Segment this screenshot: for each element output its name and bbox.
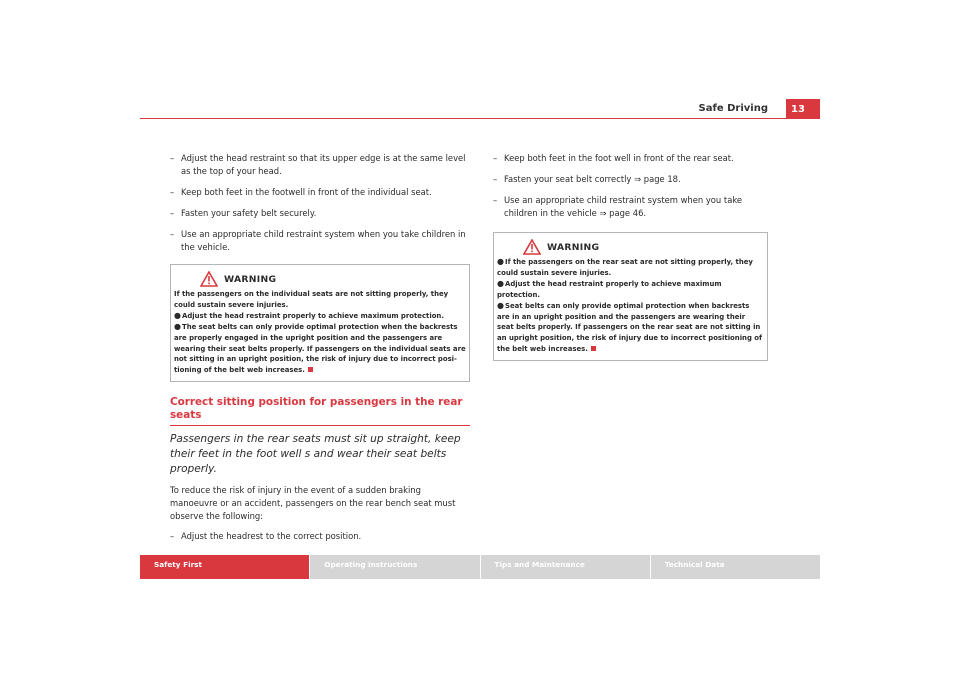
bullet-dot-icon: ● xyxy=(497,257,504,266)
warning-box xyxy=(170,264,470,382)
warning-triangle-icon xyxy=(200,271,218,287)
warning-header xyxy=(174,269,466,289)
warning-title: WARNING xyxy=(547,241,600,253)
list-item: – Adjust the headrest to the correct position. xyxy=(170,530,470,543)
section-intro: Passengers in the rear seats must sit up straight, keep their feet in the foot well s and wear their seat belts properly. xyxy=(170,433,461,476)
warning-item-text: Seat belts can only provide optimal protection when backrests are in an upright position and the passengers are wearing their seat belts properly. If passengers on the rear seat are not sitting in an upright position, the risk of injury due to incorrect positioning of the belt web increases. xyxy=(497,301,763,354)
page-number: 13 xyxy=(786,99,820,119)
right-column xyxy=(493,152,768,361)
list-item: – Fasten your safety belt securely. xyxy=(170,207,470,220)
page-title: Safe Driving xyxy=(698,103,768,114)
warning-box xyxy=(493,232,768,361)
page-reference-link[interactable]: page 18. xyxy=(643,174,681,184)
list-item xyxy=(493,194,768,220)
list-item-text: Use an appropriate child restraint system when you take children in the vehicle xyxy=(504,195,743,218)
header-rule xyxy=(140,118,820,119)
tab-tips-and-maintenance[interactable]: Tips and Maintenance xyxy=(481,555,650,579)
footer-nav xyxy=(140,555,820,579)
warning-body xyxy=(174,289,466,376)
tab-safety-first[interactable]: Safety First xyxy=(140,555,309,579)
bullet-dot-icon: ● xyxy=(174,321,181,331)
tab-operating-instructions[interactable]: Operating instructions xyxy=(310,555,479,579)
warning-header xyxy=(497,237,764,257)
warning-item-text: The seat belts can only provide optimal protection when the backrests are properly engaged in the upright position and the passengers are wearing their seat belts properly. If passengers on the individual seats are not sitting in an upright position, the risk of injury due to incorrect posi-tioning of the belt web increases. xyxy=(174,322,466,375)
arrow-right-icon: ⇒ xyxy=(599,208,607,218)
body-paragraph: To reduce the risk of injury in the event of a sudden braking manoeuvre or an accident, passengers on the rear bench seat must observe the following: xyxy=(170,485,456,522)
tab-technical-data[interactable]: Technical Data xyxy=(651,555,820,579)
warning-triangle-icon xyxy=(523,239,541,255)
bullet-dot-icon: ● xyxy=(497,300,504,310)
warning-body xyxy=(497,257,764,355)
list-item xyxy=(493,173,768,186)
list-item: – Adjust the head restraint so that its upper edge is at the same level as the top of your head. xyxy=(170,152,470,178)
bullet-dot-icon: ● xyxy=(174,310,181,320)
warning-item xyxy=(497,279,764,301)
warning-item xyxy=(497,301,764,356)
warning-item xyxy=(174,311,466,322)
arrow-right-icon: ⇒ xyxy=(634,174,642,184)
warning-item xyxy=(497,257,764,279)
warning-item-text: If the passengers on the rear seat are not sitting properly, they could sustain severe injuries. xyxy=(497,258,753,277)
list-item: – Keep both feet in the footwell in front of the individual seat. xyxy=(170,186,470,199)
warning-item-text: Adjust the head restraint properly to achieve maximum protection. xyxy=(182,311,444,320)
left-column xyxy=(170,152,470,551)
list-item-text: Fasten your seat belt correctly xyxy=(504,174,632,184)
bullet-dot-icon: ● xyxy=(497,278,504,288)
warning-item-text: Adjust the head restraint properly to achieve maximum protection. xyxy=(497,279,722,299)
end-square-icon xyxy=(308,367,313,372)
end-square-icon xyxy=(591,346,596,351)
list-item: – Keep both feet in the foot well in front of the rear seat. xyxy=(493,152,768,165)
section-heading: Correct sitting position for passengers in the rear seats xyxy=(170,396,470,426)
warning-item xyxy=(174,322,466,377)
warning-intro: If the passengers on the individual seats are not sitting properly, they could sustain severe injuries. xyxy=(174,290,449,309)
list-item: – Use an appropriate child restraint system when you take children in the vehicle. xyxy=(170,228,470,254)
warning-title: WARNING xyxy=(224,273,277,285)
page-reference-link[interactable]: page 46. xyxy=(609,208,647,218)
